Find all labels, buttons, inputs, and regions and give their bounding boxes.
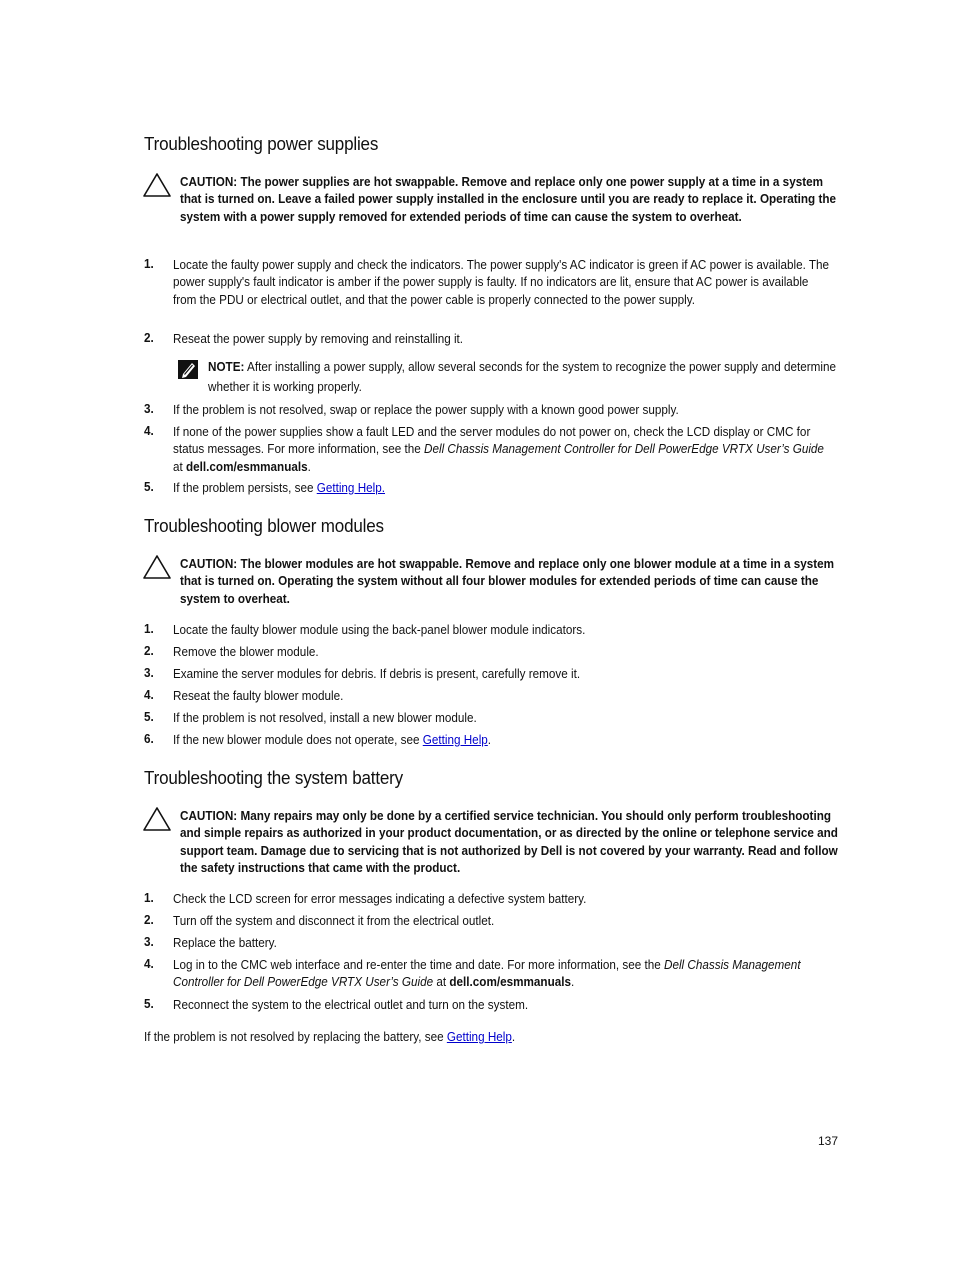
caution-icon	[142, 172, 172, 198]
step-number: 3.	[144, 934, 154, 949]
note-label: NOTE:	[208, 359, 245, 374]
step-number: 1.	[144, 621, 154, 636]
step-number: 2.	[144, 330, 154, 345]
page-number: 137	[818, 1134, 839, 1148]
step-text: Check the LCD screen for error messages indicating a defective system battery.	[173, 891, 587, 906]
step-text-part: If the problem persists, see	[173, 480, 317, 495]
step-text: Remove the blower module.	[173, 644, 319, 659]
note-pencil-icon	[176, 357, 200, 381]
step-text-part: at	[433, 974, 450, 990]
closing-text: If the problem is not resolved by replacing the battery, see	[144, 1029, 447, 1044]
step-text-part: .	[487, 732, 492, 747]
step-number: 3.	[144, 665, 154, 680]
section-title: Troubleshooting power supplies	[144, 133, 379, 154]
step-text: Locate the faulty blower module using the back-panel blower module indicators.	[173, 622, 586, 637]
note-text	[208, 357, 838, 397]
step-text	[173, 956, 830, 991]
closing-paragraph	[144, 1028, 515, 1045]
step-text-part: .	[570, 974, 575, 990]
step-number: 1.	[144, 256, 154, 271]
step-number: 6.	[144, 731, 154, 746]
step-number: 5.	[144, 709, 154, 724]
step-text	[173, 423, 830, 475]
step-number: 5.	[144, 479, 154, 494]
note-body: After installing a power supply, allow several seconds for the system to recognize the power supply and determine whether it is working properly.	[208, 359, 837, 394]
step-text: Replace the battery.	[173, 935, 277, 950]
step-text-part: .	[307, 458, 311, 474]
step-text-part: If the new blower module does not operate, see	[173, 732, 423, 747]
step-text: Locate the faulty power supply and check the indicators. The power supply's AC indicator is green if AC power is available. The power supply's fault indicator is amber if the power supply is faulty. If no indicators are lit, ensure that AC power is available from the PDU or electrical outlet, and that the power cable is properly connected to the power supply.	[173, 257, 830, 307]
step-number: 2.	[144, 912, 154, 927]
step-number: 4.	[144, 956, 154, 971]
step-text: If the problem is not resolved, install a new blower module.	[173, 710, 477, 725]
step-text: If the problem is not resolved, swap or replace the power supply with a known good power supply.	[173, 402, 679, 417]
guide-title: Dell Chassis Management Controller for Dell PowerEdge VRTX User’s Guide	[424, 441, 824, 457]
step-number: 3.	[144, 401, 154, 416]
step-text	[173, 731, 830, 748]
step-number: 5.	[144, 996, 154, 1011]
getting-help-link[interactable]: Getting Help	[422, 732, 488, 747]
getting-help-link[interactable]: Getting Help.	[316, 480, 386, 495]
section-title: Troubleshooting the system battery	[144, 767, 403, 788]
step-text-part: If none of the power supplies show a fault LED and the server modules do not power on, check the LCD display or CMC for status messages. For more information, see the	[173, 424, 811, 457]
esmmanuals-url: dell.com/esmmanuals	[449, 974, 571, 990]
step-number: 2.	[144, 643, 154, 658]
caution-icon	[142, 806, 172, 832]
esmmanuals-url: dell.com/esmmanuals	[186, 458, 308, 474]
step-number: 4.	[144, 423, 154, 438]
step-text: Reseat the faulty blower module.	[173, 688, 344, 703]
getting-help-link[interactable]: Getting Help	[446, 1029, 512, 1044]
step-text	[173, 479, 830, 496]
caution-icon	[142, 554, 172, 580]
step-text: Reconnect the system to the electrical outlet and turn on the system.	[173, 997, 529, 1012]
section-title: Troubleshooting blower modules	[144, 515, 384, 536]
step-number: 4.	[144, 687, 154, 702]
step-text-part: at	[173, 458, 187, 474]
step-text: Examine the server modules for debris. If debris is present, carefully remove it.	[173, 666, 581, 681]
step-text: Reseat the power supply by removing and reinstalling it.	[173, 331, 464, 346]
caution-text: CAUTION: The blower modules are hot swappable. Remove and replace only one blower module at a time in a system that is turned on. Operating the system without all four blower modules for extended periods of time can cause the system to overheat.	[180, 556, 835, 606]
step-text: Turn off the system and disconnect it from the electrical outlet.	[173, 913, 495, 928]
caution-text: CAUTION: The power supplies are hot swappable. Remove and replace only one power supply at a time in a system that is turned on. Leave a failed power supply installed in the enclosure until you are ready to replace it. Operating the system with a power supply removed for extended periods of time can cause the system to overheat.	[180, 174, 837, 224]
guide-title: Dell Chassis Management Controller for Dell PowerEdge VRTX User’s Guide	[173, 957, 801, 990]
closing-text: .	[511, 1029, 516, 1044]
caution-text: CAUTION: Many repairs may only be done by a certified service technician. You should only perform troubleshooting and simple repairs as authorized in your product documentation, or as directed by the online or telephone service and support team. Damage due to servicing that is not authorized by Dell is not covered by your warranty. Read and follow the safety instructions that came with the product.	[180, 808, 838, 876]
step-number: 1.	[144, 890, 154, 905]
step-text-part: Log in to the CMC web interface and re-enter the time and date. For more information, see the	[173, 957, 665, 972]
